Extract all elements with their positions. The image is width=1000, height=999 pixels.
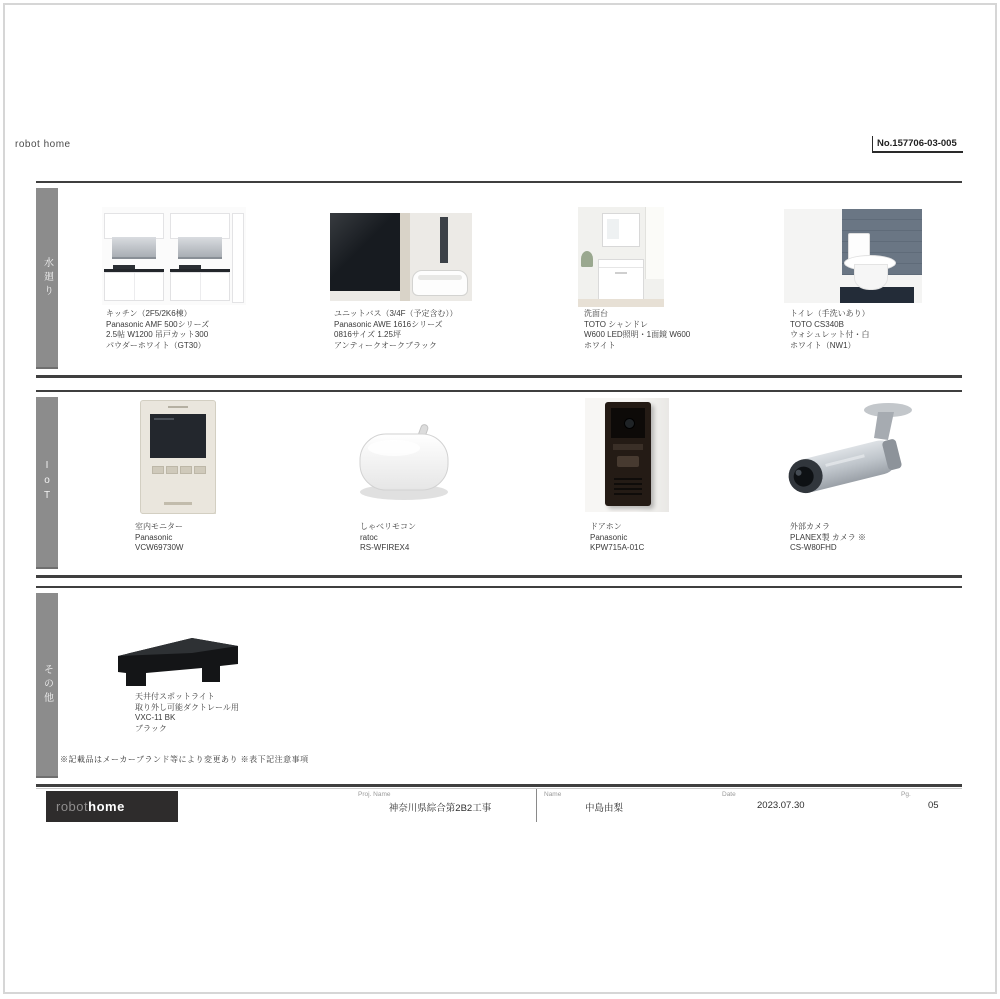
spotlight-rail-photo xyxy=(112,628,244,692)
doorphone-spec-text xyxy=(590,522,644,554)
kitchen-unit-right xyxy=(170,213,230,301)
product-title: 洗面台 xyxy=(584,309,608,318)
product-model: VCW69730W xyxy=(135,543,184,552)
section-label-bar xyxy=(36,397,58,567)
page-label: Pg. xyxy=(901,791,911,798)
section-label-bar xyxy=(36,188,58,367)
product-color: ホワイト（NW1） xyxy=(790,340,856,350)
bath-spec-text xyxy=(334,309,458,351)
name-label: Name xyxy=(544,791,562,798)
product-maker: PLANEX製 カメラ ※ xyxy=(790,532,867,542)
date-label: Date xyxy=(722,791,736,798)
footer-divider-line xyxy=(36,788,962,789)
monitor-spec-text xyxy=(135,522,183,554)
product-title: ドアホン xyxy=(590,522,622,531)
brand-text: robot home xyxy=(15,139,71,150)
remote-spec-text xyxy=(360,522,416,554)
kitchen-spec-text xyxy=(106,309,209,351)
logo-home-text: home xyxy=(88,799,125,814)
kitchen-photo xyxy=(102,207,246,305)
section-label: IoT xyxy=(41,459,53,505)
section-label: 水廻り xyxy=(41,256,53,299)
room-monitor-photo xyxy=(140,400,216,514)
page-number-value: 05 xyxy=(928,800,939,811)
product-title: しゃべリモコン xyxy=(360,522,416,531)
unit-bath-photo xyxy=(330,213,472,301)
product-maker: Panasonic AWE 1616シリーズ xyxy=(334,319,443,329)
robot-home-logo xyxy=(46,791,178,822)
camera-spec-text xyxy=(790,522,866,554)
product-detail: 取り外し可能ダクトレール用 xyxy=(135,702,239,712)
section-sonota xyxy=(36,586,962,787)
product-size: 2.5帖 W1200 吊戸カット300 xyxy=(106,330,209,339)
toilet-spec-text xyxy=(790,309,870,351)
product-title: 室内モニター xyxy=(135,522,183,531)
product-size: W600 LED照明・1面鏡 W600 xyxy=(584,330,691,339)
date-value: 2023.07.30 xyxy=(757,800,805,811)
toilet-photo xyxy=(784,209,922,303)
product-title: 天井付スポットライト xyxy=(135,692,215,701)
project-name-value: 神奈川県綜合第2B2工事 xyxy=(388,803,492,814)
kitchen-unit-left xyxy=(104,213,164,301)
product-size: ウォシュレット付・白 xyxy=(790,330,870,339)
section-iot xyxy=(36,390,962,578)
kitchen-tall-cabinet xyxy=(232,213,244,303)
product-title: トイレ（手洗いあり） xyxy=(790,309,870,318)
outdoor-camera-photo xyxy=(770,400,932,510)
product-title: ユニットバス（3/4F（予定含む）） xyxy=(334,309,458,318)
product-maker: TOTO シャンドレ xyxy=(584,319,648,329)
section-label: その他 xyxy=(41,663,53,706)
logo-robot-text: robot xyxy=(56,799,89,814)
section-mizumawari xyxy=(36,181,962,378)
product-color: ブラック xyxy=(135,723,167,733)
product-maker: Panasonic xyxy=(135,532,173,542)
product-maker: Panasonic AMF 500シリーズ xyxy=(106,319,210,329)
product-model: CS-W80FHD xyxy=(790,543,837,552)
basin-spec-text xyxy=(584,309,690,351)
product-color: アンティークオークブラック xyxy=(334,340,437,350)
product-size: 0816サイズ 1.25坪 xyxy=(334,330,401,339)
washbasin-photo xyxy=(578,207,664,307)
product-model: VXC-11 BK xyxy=(135,713,176,722)
product-title: キッチン（2F5/2K6棟） xyxy=(106,309,192,318)
footnote-text: ※記載品はメーカーブランド等により変更あり ※表下記注意事項 xyxy=(60,755,309,764)
footer-column-divider xyxy=(536,789,537,822)
product-color: ホワイト xyxy=(584,340,616,350)
product-model: RS-WFIREX4 xyxy=(360,543,410,552)
document-number: No.157706-03-005 xyxy=(872,136,963,153)
product-title: 外部カメラ xyxy=(790,522,830,531)
doorphone-photo xyxy=(585,398,669,512)
product-model: KPW715A-01C xyxy=(590,543,645,552)
other-spec-text xyxy=(135,692,239,734)
project-name-label: Proj. Name xyxy=(358,791,391,798)
smart-remote-photo xyxy=(344,422,464,504)
product-color: パウダーホワイト（GT30） xyxy=(106,340,206,350)
section-label-bar xyxy=(36,593,58,776)
product-maker: ratoc xyxy=(360,532,378,542)
product-maker: TOTO CS340B xyxy=(790,319,844,329)
name-value: 中島由梨 xyxy=(585,803,624,814)
product-maker: Panasonic xyxy=(590,532,628,542)
